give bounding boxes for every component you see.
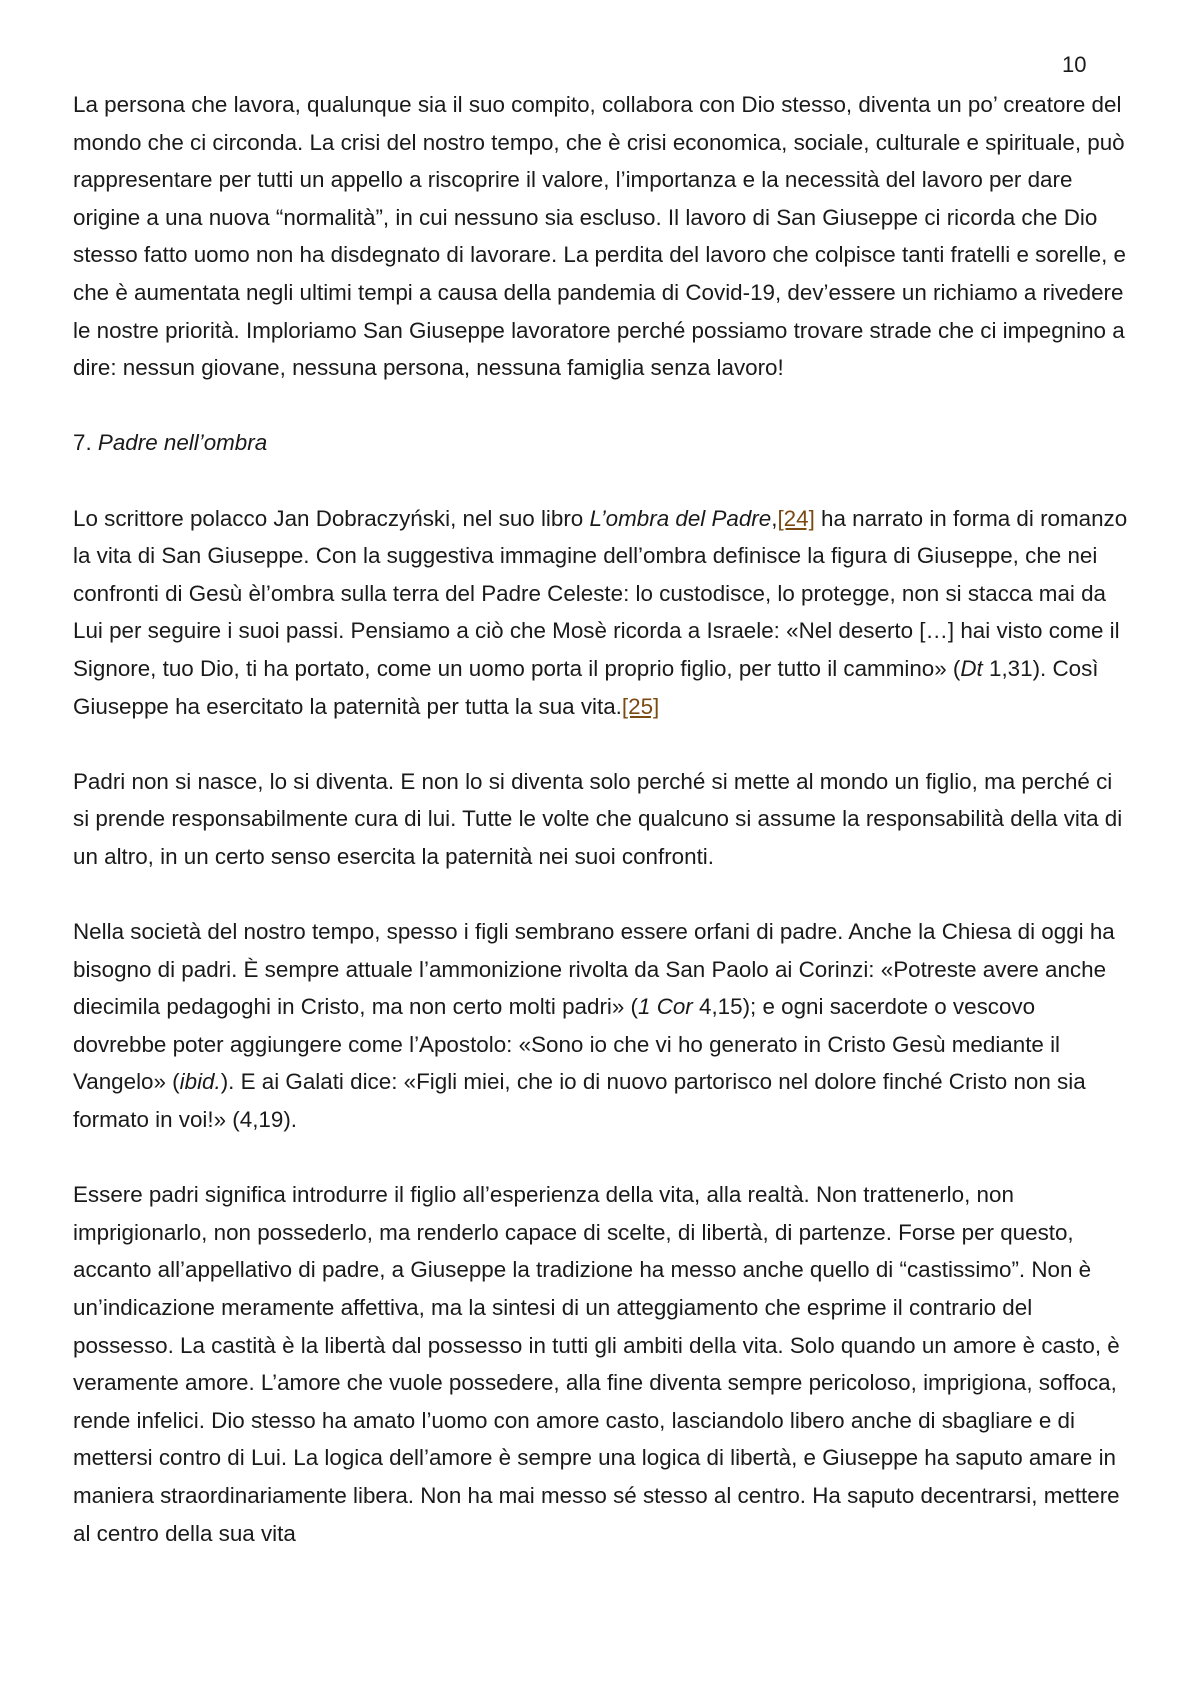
- paragraph-work: La persona che lavora, qualunque sia il suo compito, collabora con Dio stesso, diventa un po’ creatore del mondo che ci circonda. La crisi del nostro tempo, che è crisi economica, sociale, culturale e spirituale, può rappresentare per tutti un appello a riscoprire il valore, l’importanza e la necessità del lavoro per dare origine a una nuova “normalità”, in cui nessuno sia escluso. Il lavoro di San Giuseppe ci ricorda che Dio stesso fatto uomo non ha disdegnato di lavorare. La perdita del lavoro che colpisce tanti fratelli e sorelle, e che è aumentata negli ultimi tempi a causa della pandemia di Covid-19, dev’essere un richiamo a rivedere le nostre priorità. Imploriamo San Giuseppe lavoratore perché possiamo trovare strade che ci impegnino a dire: nessun giovane, nessuna persona, nessuna famiglia senza lavoro!: [73, 92, 1126, 381]
- scripture-ref: ibid.: [179, 1069, 221, 1095]
- text-run: Nella società del nostro tempo, spesso i figli sembrano essere orfani di padre. Anche la Chiesa di oggi ha bisogno di padri. È sempre attuale l’ammonizione rivolta da San Paolo ai Corinzi: «Potreste avere anche diecimila pedagoghi in Cristo, ma non certo molti padri» (: [73, 919, 1115, 1020]
- footnote-link-24[interactable]: [24]: [777, 505, 815, 531]
- footnote-link-25[interactable]: [25]: [621, 693, 660, 719]
- paragraph-freedom: Essere padri significa introdurre il figlio all’esperienza della vita, alla realtà. Non trattenerlo, non imprigionarlo, non possederlo, ma renderlo capace di scelte, di libertà, di partenze. Forse per questo, accanto all’appellativo di padre, a Giuseppe la tradizione ha messo anche quello di “castissimo”. Non è un’indicazione meramente affettiva, ma la sintesi di un atteggiamento che esprime il contrario del possesso. La castità è la libertà dal possesso in tutti gli ambiti della vita. Solo quando un amore è casto, è veramente amore. L’amore che vuole possedere, alla fine diventa sempre pericoloso, imprigiona, soffoca, rende infelici. Dio stesso ha amato l’uomo con amore casto, lasciandolo libero anche di sbagliare e di mettersi contro di Lui. La logica dell’amore è sempre una logica di libertà, e Giuseppe ha saputo amare in maniera straordinariamente libera. Non ha mai messo sé stesso al centro. Ha saputo decentrarsi, mettere al centro della sua vita: [73, 1182, 1120, 1546]
- page-number: 10: [1062, 52, 1087, 77]
- section-heading: [73, 424, 1133, 462]
- text-run: 4,15); e ogni sacerdote o vescovo dovrebbe poter aggiungere come l’Apostolo: «Sono io che vi ho generato in Cristo Gesù mediante il Vangelo» (: [73, 994, 1061, 1095]
- paragraph-society: [73, 913, 1133, 1139]
- text-run: ha narrato in forma di romanzo la vita di San Giuseppe. Con la suggestiva immagine dell’ombra definisce la figura di Giuseppe, che nei confronti di Gesù èl’ombra sulla terra del Padre Celeste: lo custodisce, lo protegge, non si stacca mai da Lui per seguire i suoi passi. Pensiamo a ciò che Mosè ricorda a Israele: «Nel deserto […] hai visto come il Signore, tuo Dio, ti ha portato, come un uomo porta il proprio figlio, per tutto il cammino» (: [73, 505, 1128, 681]
- book-title: L’ombra del Padre: [589, 505, 772, 531]
- scripture-ref: 1 Cor: [638, 994, 693, 1020]
- paragraph-fathers: Padri non si nasce, lo si diventa. E non lo si diventa solo perché si mette al mondo un figlio, ma perché ci si prende responsabilmente cura di lui. Tutte le volte che qualcuno si assume la responsabilità della vita di un altro, in un certo senso esercita la paternità nei suoi confronti.: [73, 768, 1123, 869]
- text-run: ). E ai Galati dice: «Figli miei, che io di nuovo partorisco nel dolore finché Cristo non sia formato in voi!» (4,19).: [73, 1069, 1086, 1133]
- text-run: Lo scrittore polacco Jan Dobraczyński, nel suo libro: [73, 505, 590, 531]
- paragraph-shadow: [73, 500, 1133, 726]
- document-body: [73, 86, 1133, 1552]
- scripture-ref: Dt: [960, 655, 983, 681]
- text-run: ,: [771, 505, 778, 531]
- text-run: 1,31). Così Giuseppe ha esercitato la paternità per tutta la sua vita.: [73, 655, 1099, 719]
- section-number: 7.: [73, 430, 98, 456]
- section-title: Padre nell’ombra: [97, 430, 268, 456]
